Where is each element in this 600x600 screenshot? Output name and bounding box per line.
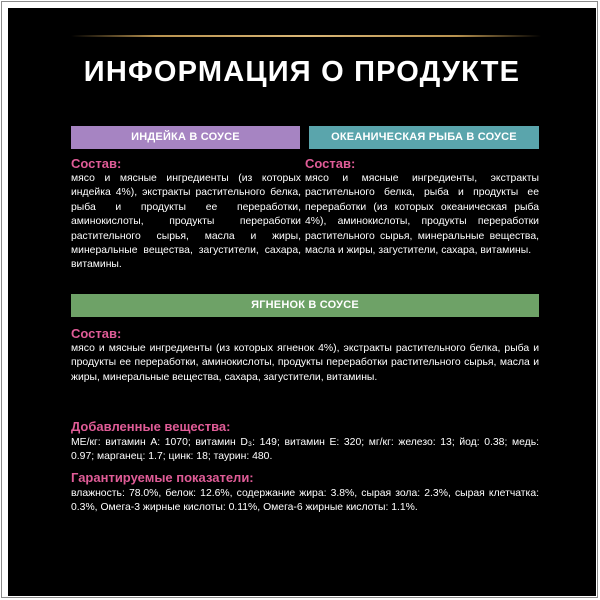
lamb-composition-heading: Состав: xyxy=(71,326,122,341)
turkey-composition-heading: Состав: xyxy=(71,156,122,171)
guaranteed-values-heading: Гарантируемые показатели: xyxy=(71,470,254,485)
ocean-fish-composition-text: мясо и мясные ингредиенты, экстракты растительного белка, рыба и продукты ее переработки (из которых океаническая рыба 4%), аминокислоты, продукты переработки растительного сырья, минеральные вещества, масла и жиры, загустители, сахара, витамины. xyxy=(305,173,539,257)
turkey-variant-bar: ИНДЕЙКА В СОУСЕ xyxy=(71,126,300,149)
turkey-composition-text: мясо и мясные ингредиенты (из которых индейка 4%), экстракты растительного белка, рыба и продукты ее переработки, аминокислоты, продукты переработки растительного сырья, масла и жиры, минеральные вещества, загустители, сахара, витамины. xyxy=(71,173,301,271)
additives-text: МЕ/кг: витамин А: 1070; витамин D₃: 149; витамин Е: 320; мг/кг: железо: 13; йод: 0.38; медь: 0.97; марганец: 1.7; цинк: 18; таурин: 480. xyxy=(71,437,539,463)
lamb-composition-text: мясо и мясные ингредиенты (из которых ягненок 4%), экстракты растительного белка, рыба и продукты ее переработки, аминокислоты, продукты переработки растительного сырья, масла и жиры, минеральные вещества, сахара, загустители, витамины. xyxy=(71,343,539,383)
additives-heading: Добавленные вещества: xyxy=(71,419,231,434)
ocean-fish-variant-bar: ОКЕАНИЧЕСКАЯ РЫБА В СОУСЕ xyxy=(309,126,539,149)
lamb-variant-bar: ЯГНЕНОК В СОУСЕ xyxy=(71,294,539,317)
guaranteed-values-text: влажность: 78.0%, белок: 12.6%, содержание жира: 3.8%, сырая зола: 2.3%, сырая клетчатка: 0.3%, Омега-3 жирные кислоты: 0.11%, Омега-6 жирные кислоты: 1.1%. xyxy=(71,488,539,514)
gold-divider-line xyxy=(71,35,541,37)
product-info-panel xyxy=(8,8,596,596)
ocean-fish-composition-heading: Состав: xyxy=(305,156,356,171)
outer-frame xyxy=(1,1,598,598)
page-title: ИНФОРМАЦИЯ О ПРОДУКТЕ xyxy=(83,56,521,88)
